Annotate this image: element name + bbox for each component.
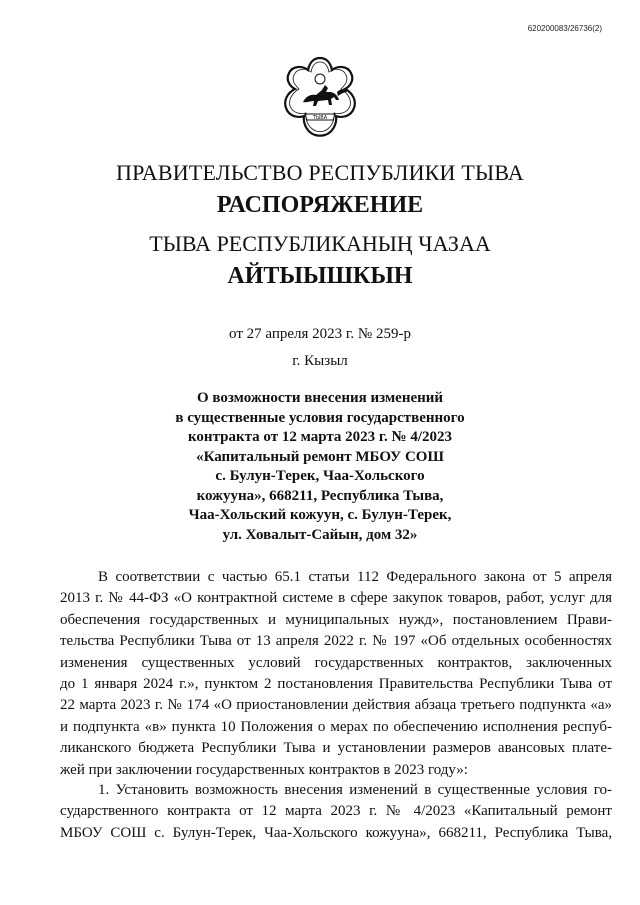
title-line: Чаа-Хольский кожуун, с. Булун-Терек, — [188, 507, 452, 523]
title-line: ул. Ховалыт-Сайын, дом 32» — [222, 526, 418, 543]
text-line: изменения существенных условий государственных контрактов, заключенных — [60, 654, 612, 671]
order-label-tuvan: АЙТЫЫШКЫН — [227, 263, 413, 289]
text-line: и подпункта «в» пункта 10 Положения о мерах по обеспечению исполнения респуб- — [60, 718, 612, 735]
text-line: тельства Республики Тыва от 13 апреля 2022 г. № 197 «Об отдельных особенностях — [60, 633, 612, 650]
order-title — [150, 389, 490, 545]
text-line: 1. Установить возможность внесения изменений в существенные условия го- — [98, 782, 612, 798]
title-line: «Капитальный ремонт МБОУ СОШ — [196, 448, 444, 465]
issue-city: г. Кызыл — [292, 353, 348, 369]
text-line: ликанского бюджета Республики Тыва и установлении размеров авансовых плате- — [60, 740, 612, 757]
text-line: 2013 г. № 44-ФЗ «О контрактной системе в сфере закупок товаров, работ, услуг для — [60, 590, 612, 607]
clause-1-paragraph — [60, 780, 612, 844]
text-line: жей при заключении государственных контрактов в 2023 году»: — [60, 761, 468, 778]
text-line: обеспечения государственных и муниципальных нужд», постановлением Прави- — [60, 611, 612, 628]
title-line: с. Булун-Терек, Чаа-Хольского — [215, 468, 425, 484]
title-line: в существенные условия государственного — [175, 409, 465, 426]
government-name: ПРАВИТЕЛЬСТВО РЕСПУБЛИКИ ТЫВА — [116, 160, 524, 185]
text-line: до 1 января 2024 г.», пунктом 2 постановления Правительства Республики Тыва от — [60, 676, 612, 693]
text-line: МБОУ СОШ с. Булун-Терек, Чаа-Хольского кожууна», 668211, Республика Тыва, — [60, 824, 612, 841]
order-date-number: от 27 апреля 2023 г. № 259-р — [229, 326, 411, 342]
title-line: кожууна», 668211, Республика Тыва, — [196, 487, 444, 504]
document-code: 620200083/26736(2) — [527, 24, 602, 33]
government-name-tuvan: ТЫВА РЕСПУБЛИКАНЫҢ ЧАЗАА — [149, 231, 491, 256]
order-label: РАСПОРЯЖЕНИЕ — [216, 192, 424, 218]
emblem-caption: ТЫВА — [312, 115, 328, 121]
title-line: О возможности внесения изменений — [196, 390, 444, 406]
text-line: В соответствии с частью 65.1 статьи 112 Федерального закона от 5 апреля — [98, 569, 612, 585]
text-line: сударственного контракта от 12 марта 2023 г. № 4/2023 «Капитальный ремонт — [60, 803, 612, 820]
text-line: 22 марта 2023 г. № 174 «О приостановлении действия абзаца третьего подпункта «а» — [60, 697, 612, 714]
title-line: контракта от 12 марта 2023 г. № 4/2023 — [187, 429, 453, 445]
tuva-coat-of-arms-emblem — [275, 52, 365, 142]
preamble-paragraph — [60, 567, 612, 781]
